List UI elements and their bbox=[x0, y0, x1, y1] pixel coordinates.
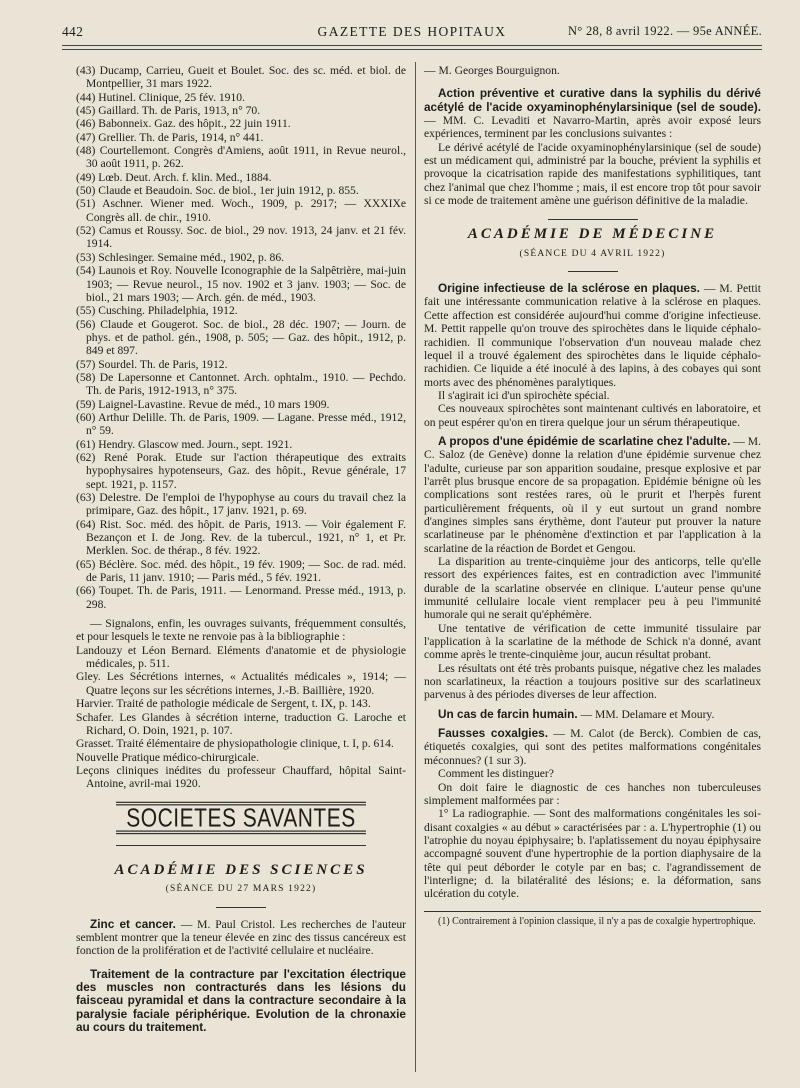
traitement-continuation bbox=[424, 64, 761, 77]
origine-p2: Il s'agirait ici d'un spirochète spécial. bbox=[438, 388, 610, 402]
work-item: Leçons cliniques inédites du professeur Chauffard, hôpital Saint-Antoine, avril-mai 1920. bbox=[76, 763, 406, 791]
reference-item bbox=[76, 144, 406, 171]
reference-number: (66) bbox=[76, 584, 96, 598]
reference-text: Grellier. Th. de Paris, 1914, n° 441. bbox=[98, 130, 264, 144]
coxalgies-paragraph bbox=[424, 727, 761, 767]
reference-text: Cusching. Philadelphia, 1912. bbox=[98, 304, 238, 318]
work-item: Schafer. Les Glandes à sécrétion interne, traduction G. Laroche et Richard, O. Doin, 1921, p. 107. bbox=[76, 710, 406, 737]
issue-info: N° 28, 8 avril 1922. — 95e ANNÉE. bbox=[567, 24, 762, 38]
traitement-title: Traitement de la contracture par l'excitation électrique des muscles non contracturés dans les lésions du faisceau pyramidal et dans la contracture secondaire à la paralysie faciale périphérique. Evolution de la chronaxie au cours du traitement. bbox=[76, 966, 406, 1034]
reference-number: (64) bbox=[76, 517, 96, 531]
coxalgies-p4: 1° La radiographie. — Sont des malformations congénitales les soi-disant coxalgies « au début » caractérisées par : a. L'hypertrophie (1) ou l'atrophie du noyau épiphysaire; b. l'aplatissement du noyau épiphysaire accompagné souvent d'une hypertrophie de la portion diaphysaire de la tête qui peut déborder le cotyle par en bas; c. l'agrandissement de l'interligne; d. la bilatéralité des lésions; e. la déformation, sans ulcération du cotyle. bbox=[424, 807, 761, 901]
seance-sciences: (SÉANCE DU 27 MARS 1922) bbox=[165, 884, 317, 895]
reference-number: (51) bbox=[76, 197, 96, 211]
farcin-paragraph bbox=[424, 708, 761, 721]
reference-text: Arthur Delille. Th. de Paris, 1909. — Lagane. Presse méd., 1912, n° 59. bbox=[86, 410, 406, 438]
reference-item bbox=[76, 117, 406, 130]
reference-item bbox=[76, 371, 406, 398]
reference-item bbox=[76, 304, 406, 317]
reference-number: (50) bbox=[76, 184, 96, 198]
reference-text: Babonneix. Gaz. des hôpit., 22 juin 1911. bbox=[98, 117, 291, 131]
traitement-author: — M. Georges Bourguignon. bbox=[424, 64, 560, 77]
reference-item bbox=[76, 584, 406, 611]
reference-number: (57) bbox=[76, 357, 96, 371]
reference-number: (61) bbox=[76, 437, 96, 451]
action-title: Action préventive et curative dans la syphilis du dérivé acétylé de l'acide oxyaminophénylarsinique (sel de soude). bbox=[424, 86, 761, 114]
reference-text: Aschner. Wiener med. Woch., 1909, p. 2917; — XXXIXe Congrès all. de chir., 1910. bbox=[86, 197, 406, 224]
signalons-paragraph: — Signalons, enfin, les ouvrages suivants, fréquemment consultés, et pour lesquels le texte ne renvoie pas à la bibliographie : bbox=[76, 617, 406, 644]
farcin-text: — MM. Delamare et Moury. bbox=[580, 707, 715, 721]
reference-item bbox=[76, 358, 406, 371]
reference-item bbox=[76, 438, 406, 451]
reference-text: Hendry. Glascow med. Journ., sept. 1921. bbox=[98, 437, 293, 451]
reference-item bbox=[76, 197, 406, 224]
reference-item bbox=[76, 64, 406, 91]
reference-item bbox=[76, 264, 406, 304]
reference-number: (44) bbox=[76, 90, 96, 104]
reference-number: (65) bbox=[76, 557, 96, 571]
origine-paragraph bbox=[424, 282, 761, 389]
reference-number: (47) bbox=[76, 130, 96, 144]
header-rule bbox=[62, 45, 762, 46]
reference-text: Schlesinger. Semaine méd., 1902, p. 86. bbox=[98, 250, 285, 264]
scarlatine-p4: Les résultats ont été très probants puisque, négative chez les malades non scarlatineux, la réaction a toujours positive sur des scarlatineux parvenus à des périodes diverses de leur affection. bbox=[424, 661, 761, 702]
reference-item bbox=[76, 318, 406, 358]
reference-text: Rist. Soc. méd. des hôpit. de Paris, 1913. — Voir également F. Bezançon et I. de Jong. Rev. de la tubercul., 1921, n° 1, et Pr. Merklen. Soc. de thérap., 8 fév. 1922. bbox=[86, 517, 406, 558]
reference-number: (58) bbox=[76, 370, 96, 384]
reference-text: Ducamp, Carrieu, Gueit et Boulet. Soc. des sc. méd. et biol. de Montpellier, 31 mars 1922. bbox=[86, 64, 406, 91]
reference-text: Sourdel. Th. de Paris, 1912. bbox=[98, 357, 228, 371]
zinc-paragraph bbox=[76, 918, 406, 958]
traitement-paragraph-start bbox=[76, 968, 406, 1035]
work-item: Nouvelle Pratique médico-chirurgicale. bbox=[76, 750, 259, 764]
reference-item bbox=[76, 558, 406, 585]
left-column bbox=[76, 64, 406, 1034]
reference-text: Gaillard. Th. de Paris, 1913, n° 70. bbox=[98, 104, 261, 118]
academie-medecine-heading: ACADÉMIE DE MÉDECINE bbox=[467, 226, 718, 243]
reference-item bbox=[76, 171, 406, 184]
reference-text: Launois et Roy. Nouvelle Iconographie de la Salpêtrière, mai-juin 1903; — Revue neurol., 15 nov. 1902 et 3 janv. 1903; — Soc. de biol., 21 mars 1903; — Arch. gén. de méd., 1903. bbox=[86, 264, 406, 304]
reference-number: (52) bbox=[76, 224, 96, 238]
reference-text: Béclère. Soc. méd. des hôpit., 19 fév. 1909; — Soc. de rad. méd. de Paris, 11 janv. 1910; — Paris méd., 5 fév. 1921. bbox=[86, 557, 406, 585]
origine-title: Origine infectieuse de la sclérose en plaques. bbox=[438, 281, 700, 296]
reference-item bbox=[76, 131, 406, 144]
footnote-rule bbox=[424, 911, 761, 912]
work-item: Landouzy et Léon Bernard. Eléments d'anatomie et de physiologie médicales, p. 511. bbox=[76, 643, 406, 671]
reference-text: Delestre. De l'emploi de l'hypophyse au cours du travail chez la primipare, Gaz. des hôpit., 17 janv. 1921, p. 69. bbox=[86, 491, 406, 518]
reference-text: Claude et Beaudoin. Soc. de biol., 1er juin 1912, p. 855. bbox=[98, 184, 359, 198]
scarlatine-p2: La disparition au trente-cinquième jour des anticorps, telle qu'elle ressort des expériences faites, est en contradiction avec l'immunité durable de la scarlatine observée en clinique. L'auteur pense qu'une immunité cellulaire locale vient remplacer peu à peu l'immunité humorale qui ne serait qu'éphémère. bbox=[424, 555, 761, 622]
reference-text: De Lapersonne et Cantonnet. Arch. ophtalm., 1910. — Pechdo. Th. de Paris, 1912-1913, n° 375. bbox=[86, 370, 406, 398]
societes-savantes-heading: SOCIETES SAVANTES bbox=[116, 801, 366, 834]
origine-text: — M. Pettit fait une intéressante communication relative à la sclérose en plaques. Cette affection est considérée aujourd'hui comme d'origine infectieuse. M. Pettit rappelle qu'on trouve des spirochètes dans le liquide céphalo-rachidien. Il communique l'observation d'un nouveau malade chez lequel il a trouvé également des spirochètes dans le liquide céphalo-rachidien. Ce liquide a été inoculé à des lapins, à des cobayes qui sont morts avec des phénomènes paralytiques. bbox=[424, 282, 761, 389]
coxalgies-title: Fausses coxalgies. bbox=[438, 726, 548, 741]
reference-number: (45) bbox=[76, 104, 96, 118]
reference-number: (60) bbox=[76, 410, 96, 424]
action-text: — MM. C. Levaditi et Navarro-Martin, après avoir exposé leurs expériences, terminent par les conclusions suivantes : bbox=[424, 114, 761, 141]
societes-rule bbox=[116, 845, 366, 846]
zinc-title: Zinc et cancer. bbox=[90, 916, 176, 931]
reference-text: Hutinel. Clinique, 25 fév. 1910. bbox=[98, 90, 245, 104]
journal-title: GAZETTE DES HOPITAUX bbox=[317, 24, 507, 39]
coxalgies-p3: On doit faire le diagnostic de ces hanches non tuberculeuses simplement malformées par : bbox=[424, 780, 761, 807]
page-header bbox=[62, 24, 762, 42]
seance-medecine: (SÉANCE DU 4 AVRIL 1922) bbox=[519, 248, 666, 259]
reference-number: (54) bbox=[76, 264, 96, 278]
reference-number: (62) bbox=[76, 450, 96, 464]
reference-item bbox=[76, 518, 406, 558]
origine-p3: Ces nouveaux spirochètes sont maintenant cultivés en laboratoire, et on peut espérer qu'on en tirera quelque jour un sérum thérapeutique. bbox=[424, 402, 761, 429]
reference-item bbox=[76, 491, 406, 518]
footnote: (1) Contrairement à l'opinion classique, il n'y a pas de coxalgie hypertrophique. bbox=[438, 915, 756, 927]
action-paragraph bbox=[424, 87, 761, 140]
reference-text: Courtellemont. Congrès d'Amiens, août 1911, in Revue neurol., 30 août 1911, p. 262. bbox=[86, 144, 406, 171]
zinc-text: — M. Paul Cristol. Les recherches de l'auteur semblent montrer que la teneur élevée en zinc des tissus cancéreux est fonction de la prolifération et de l'activité cellulaire et nucléaire. bbox=[76, 917, 406, 958]
scarlatine-title: A propos d'une épidémie de scarlatine chez l'adulte. bbox=[438, 433, 731, 448]
work-item: Harvier. Traité de pathologie médicale de Sergent, t. IX, p. 143. bbox=[76, 697, 371, 711]
reference-number: (53) bbox=[76, 250, 96, 264]
reference-item bbox=[76, 411, 406, 438]
reference-item bbox=[76, 398, 406, 411]
reference-text: René Porak. Etude sur l'action thérapeutique des extraits hypophysaires hypotenseurs, Gaz. des hôpit., Revue générale, 17 sept. 1921, p. 1157. bbox=[86, 450, 406, 491]
reference-item bbox=[76, 224, 406, 251]
work-item: Gley. Les Sécrétions internes, « Actualités médicales », 1914; — Quatre leçons sur les sécrétions internes, J.-B. Baillière, 1920. bbox=[76, 670, 406, 697]
reference-number: (55) bbox=[76, 304, 96, 318]
reference-item bbox=[76, 451, 406, 491]
column-divider bbox=[415, 62, 416, 1072]
academie-sciences-heading: ACADÉMIE DES SCIENCES bbox=[114, 861, 368, 878]
reference-list bbox=[76, 64, 406, 611]
works-list bbox=[76, 644, 406, 791]
coxalgies-p2: Comment les distinguer? bbox=[438, 767, 554, 781]
reference-item bbox=[76, 184, 406, 197]
header-rule-double bbox=[62, 49, 762, 50]
scarlatine-text: — M. C. Saloz (de Genève) donne la relation d'une épidémie survenue chez l'adulte, curieuse par son apparition soudaine, presque explosive et par l'arrêt plus brusque encore de sa propagation. Epidémie bénigne où les complications sont restées rares, où le prurit et l'herpès furent particulièrement fréquents, où il y eut surtout un grand nombre d'angines simples sans érythème, dont l'auteur put prouver la nature scarlatineuse par le phénomène d'extinction et par l'application à la scarlatine de la réaction de Bordet et Gengou. bbox=[424, 434, 762, 555]
farcin-title: Un cas de farcin humain. bbox=[438, 706, 578, 721]
reference-text: Lœb. Deut. Arch. f. klin. Med., 1884. bbox=[98, 170, 272, 184]
reference-number: (63) bbox=[76, 491, 96, 504]
reference-text: Toupet. Th. de Paris, 1911. — Lenormand. Presse méd., 1913, p. 298. bbox=[86, 584, 406, 611]
reference-number: (43) bbox=[76, 64, 96, 77]
reference-number: (48) bbox=[76, 144, 96, 158]
reference-item bbox=[76, 91, 406, 104]
scarlatine-p3: Une tentative de vérification de cette immunité tissulaire par l'application à la scarlatine de la méthode de Schick n'a donné, avant comme après le trente-cinquième jour, aucun résultat probant. bbox=[424, 621, 761, 662]
work-item: Grasset. Traité élémentaire de physiopathologie clinique, t. I, p. 614. bbox=[76, 737, 394, 751]
page-number: 442 bbox=[62, 24, 84, 39]
reference-text: Claude et Gougerot. Soc. de biol., 28 déc. 1907; — Journ. de phys. et de pathol. gén., 1908, p. 505; — Gaz. des hôpit., 1912, p. 849 et 897. bbox=[86, 317, 406, 358]
section-rule bbox=[548, 219, 638, 220]
right-column bbox=[424, 64, 761, 928]
reference-text: Camus et Roussy. Soc. de biol., 29 nov. 1913, 24 janv. et 21 fév. 1914. bbox=[86, 224, 406, 251]
coxalgies-text: — M. Calot (de Berck). Combien de cas, étiquetés coxalgies, qui sont des petites malformations congénitales méconnues? (1 sur 3). bbox=[424, 727, 761, 767]
reference-item bbox=[76, 251, 406, 264]
reference-item bbox=[76, 104, 406, 117]
reference-number: (59) bbox=[76, 397, 96, 411]
scarlatine-paragraph bbox=[424, 435, 761, 555]
action-conclusion: Le dérivé acétylé de l'acide oxyaminophénylarsinique (sel de soude) est un médicament qui, administré par la bouche, prévient la syphilis et provoque la cicatrisation rapide des manifestations syphilitiques, tant chez l'animal que chez l'homme ; mais, il est encore trop tôt pour savoir si ce mode de traitement amène une guérison définitive de la maladie. bbox=[424, 140, 761, 208]
reference-number: (46) bbox=[76, 117, 96, 131]
reference-text: Laignel-Lavastine. Revue de méd., 10 mars 1909. bbox=[98, 397, 330, 411]
reference-number: (49) bbox=[76, 170, 96, 184]
reference-number: (56) bbox=[76, 317, 96, 331]
